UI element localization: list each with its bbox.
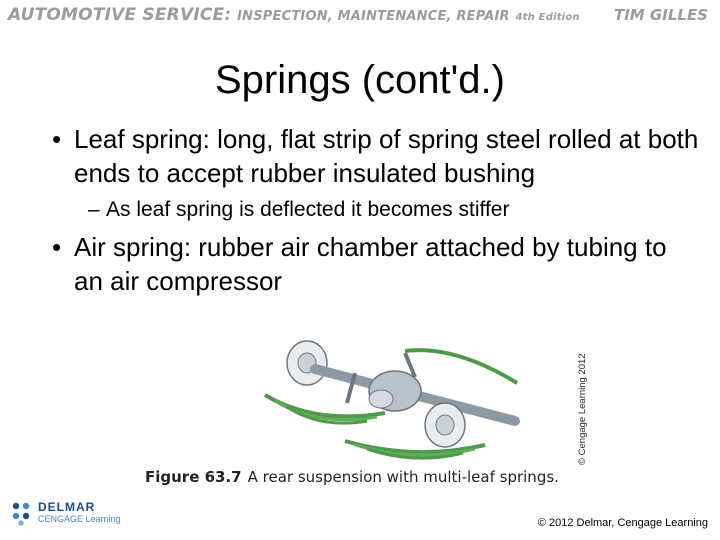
bullet-text: Leaf spring: long, flat strip of spring steel rolled at both ends to accept rubber insulated bushing <box>74 124 699 188</box>
sub-bullet-dash: – <box>88 198 100 221</box>
edition: 4th Edition <box>515 12 580 23</box>
bullet-dot: • <box>52 124 62 154</box>
slide-header <box>0 0 720 30</box>
bullet-leaf-spring <box>40 122 700 190</box>
figure-copyright-text: © Cengage Learning 2012 <box>577 353 588 465</box>
rear-suspension-illustration <box>255 333 575 463</box>
delmar-logo-icon <box>8 498 34 528</box>
series-sub: INSPECTION, MAINTENANCE, REPAIR <box>237 9 510 24</box>
delmar-logo <box>8 498 138 530</box>
sub-bullet-stiffer <box>40 196 700 224</box>
author: TIM GILLES <box>613 6 708 24</box>
series-main: AUTOMOTIVE SERVICE: <box>8 5 232 25</box>
slide-title: Springs (cont'd.) <box>215 58 505 102</box>
logo-name: DELMAR <box>38 500 96 514</box>
left-wheel-hub <box>287 341 327 385</box>
logo-sub: CENGAGE Learning <box>38 514 121 524</box>
bullet-list <box>40 122 700 298</box>
figure-caption <box>145 468 559 486</box>
figure-number: Figure 63.7 <box>145 468 242 486</box>
right-wheel-hub <box>425 403 465 447</box>
footer-copyright: © 2012 Delmar, Cengage Learning <box>537 517 708 529</box>
bullet-air-spring <box>40 230 700 298</box>
book-series-title <box>8 5 580 25</box>
sub-bullet-text: As leaf spring is deflected it becomes stiffer <box>106 198 510 221</box>
bullet-text: Air spring: rubber air chamber attached by tubing to an air compressor <box>74 232 667 296</box>
leaf-spring-left <box>265 395 385 423</box>
bullet-dot: • <box>52 232 62 262</box>
figure-copyright <box>577 345 593 465</box>
figure-caption-text: A rear suspension with multi-leaf springs. <box>247 468 559 486</box>
